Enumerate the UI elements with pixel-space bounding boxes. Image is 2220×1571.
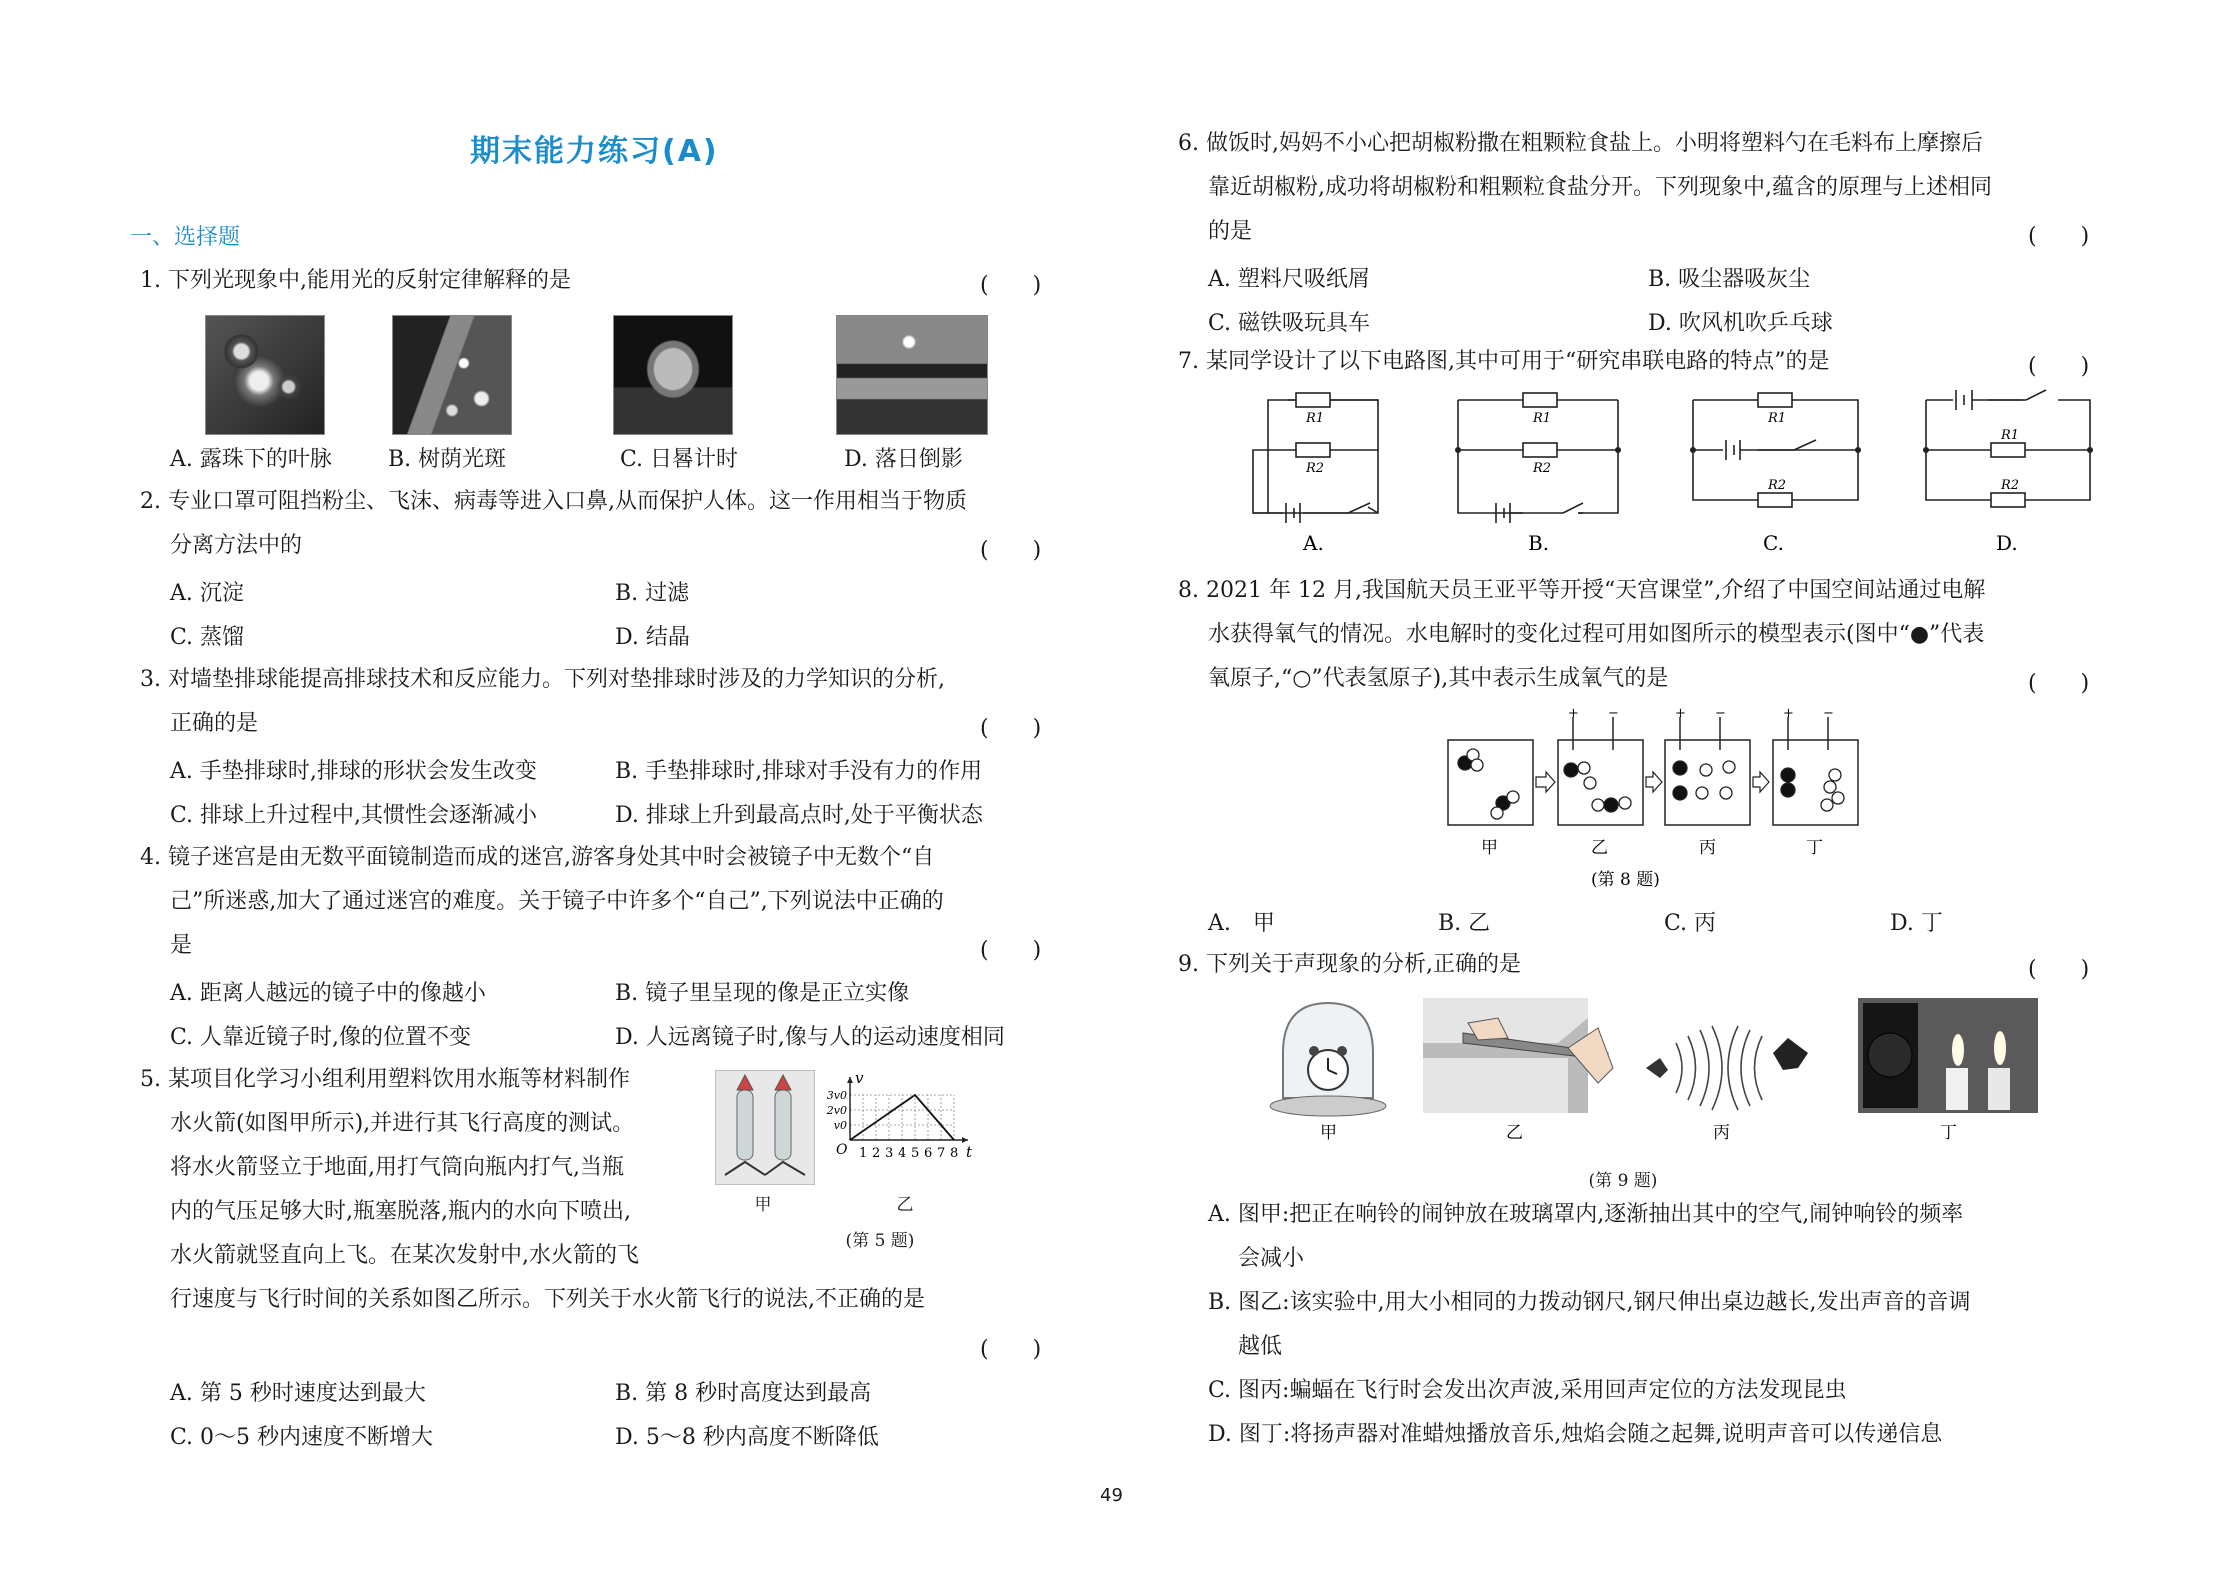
q9-label-ding: 丁 <box>1940 1123 1957 1143</box>
vt-chart-grid <box>850 1095 954 1140</box>
circuit-c-label: C. <box>1763 531 1784 555</box>
vt-chart-x-tick: 8 <box>950 1146 959 1161</box>
circuit-b-r2 <box>1523 443 1557 457</box>
q5-stem-line3: 将水火箭竖立于地面,用打气筒向瓶内打气,当瓶 <box>170 1155 624 1180</box>
q2-option-b: B. 过滤 <box>615 581 690 606</box>
vt-chart-x-tick: 3 <box>885 1146 894 1161</box>
q6-stem-line3: 的是 <box>1208 219 1253 244</box>
vt-chart-x-tick: 4 <box>898 1146 907 1161</box>
arrow-icon <box>1753 772 1769 792</box>
q8-stem-line2: 水获得氧气的情况。水电解时的变化过程可用如图所示的模型表示(图中“●”代表 <box>1208 622 1985 647</box>
q8-electrolysis-model <box>1443 705 1863 895</box>
vt-chart-origin-label: O <box>836 1142 848 1158</box>
q9-label-jia: 甲 <box>1320 1123 1337 1143</box>
vt-chart-x-tick: 1 <box>859 1146 868 1161</box>
q1-option-b: B. 树荫光斑 <box>388 447 507 472</box>
q5-stem-line6: 行速度与飞行时间的关系如图乙所示。下列关于水火箭飞行的说法,不正确的是 <box>170 1287 925 1312</box>
q2-stem-line2: 分离方法中的 <box>170 533 303 558</box>
electrode-minus-bing: − <box>1715 706 1726 721</box>
speaker-candles-icon <box>1858 998 2038 1113</box>
q4-answer-blank: ( ) <box>980 938 1042 963</box>
q5-rocket-photo <box>715 1070 815 1185</box>
q3-stem-line1: 3. 对墙垫排球能提高排球技术和反应能力。下列对垫排球时涉及的力学知识的分析, <box>140 667 945 692</box>
q9-option-a-line1: A. 图甲:把正在响铃的闹钟放在玻璃罩内,逐渐抽出其中的空气,闹钟响铃的频率 <box>1208 1202 1964 1227</box>
q6-stem-line2: 靠近胡椒粉,成功将胡椒粉和粗颗粒食盐分开。下列现象中,蕴含的原理与上述相同 <box>1208 175 1992 200</box>
q4-stem-line2: 己”所迷惑,加大了通过迷宫的难度。关于镜子中许多个“自己”,下列说法中正确的 <box>170 889 944 914</box>
electrode-plus-ding: + <box>1783 706 1794 721</box>
electrode-plus-bing: + <box>1675 706 1686 721</box>
q3-option-c: C. 排球上升过程中,其惯性会逐渐减小 <box>170 803 538 828</box>
circuit-d-label: D. <box>1996 531 2018 555</box>
q9-label-bing: 丙 <box>1713 1123 1730 1143</box>
q2-stem-line1: 2. 专业口罩可阻挡粉尘、飞沫、病毒等进入口鼻,从而保护人体。这一作用相当于物质 <box>140 489 967 514</box>
q8-answer-blank: ( ) <box>2028 671 2090 696</box>
q9-sound-figures <box>1268 998 2068 1148</box>
q9-option-b-line1: B. 图乙:该实验中,用大小相同的力拨动钢尺,钢尺伸出桌边越长,发出声音的音调 <box>1208 1290 1971 1315</box>
circuit-a-r1 <box>1296 393 1330 407</box>
q4-option-a: A. 距离人越远的镜子中的像越小 <box>170 981 486 1006</box>
q9-answer-blank: ( ) <box>2028 957 2090 982</box>
circuit-a-label: A. <box>1303 531 1324 555</box>
electrode-minus-ding: − <box>1823 706 1834 721</box>
q7-stem: 7. 某同学设计了以下电路图,其中可用于“研究串联电路的特点”的是 <box>1178 349 1830 374</box>
q5-vt-chart <box>820 1058 995 1208</box>
q5-option-b: B. 第 8 秒时高度达到最高 <box>615 1381 872 1406</box>
model-box-yi <box>1558 740 1643 825</box>
steel-ruler-table-icon <box>1423 998 1613 1113</box>
circuit-a-r2-label: R2 <box>1306 461 1325 476</box>
q1-photo-sundial <box>613 315 733 435</box>
vt-chart-y-tick: v0 <box>833 1119 847 1132</box>
q9-label-yi: 乙 <box>1506 1123 1523 1143</box>
model-label-ding: 丁 <box>1806 838 1823 858</box>
q4-option-b: B. 镜子里呈现的像是正立实像 <box>615 981 910 1006</box>
q2-option-a: A. 沉淀 <box>170 581 244 606</box>
q2-answer-blank: ( ) <box>980 538 1042 563</box>
q3-option-b: B. 手垫排球时,排球对手没有力的作用 <box>615 759 983 784</box>
q5-option-a: A. 第 5 秒时速度达到最大 <box>170 1381 426 1406</box>
vt-chart-series-line <box>850 1095 954 1140</box>
vt-chart-x-tick: 5 <box>911 1146 920 1161</box>
q7-circuit-diagrams <box>1178 385 2108 560</box>
circuit-d-r2-label: R2 <box>2001 478 2020 493</box>
q8-option-c: C. 丙 <box>1664 911 1717 936</box>
q8-option-d: D. 丁 <box>1890 911 1943 936</box>
q9-option-b-line2: 越低 <box>1238 1334 1283 1359</box>
model-box-ding <box>1773 740 1858 825</box>
q1-photo-dew <box>205 315 325 435</box>
electrode-plus-yi: + <box>1568 706 1579 721</box>
q5-option-d: D. 5～8 秒内高度不断降低 <box>615 1425 879 1450</box>
q2-option-d: D. 结晶 <box>615 625 690 650</box>
vt-chart-y-arrow <box>847 1077 853 1083</box>
q8-option-a: A. 甲 <box>1208 911 1275 936</box>
q2-option-c: C. 蒸馏 <box>170 625 245 650</box>
page-number: 49 <box>1100 1485 1123 1506</box>
q4-stem-line1: 4. 镜子迷宫是由无数平面镜制造而成的迷宫,游客身处其中时会被镜子中无数个“自 <box>140 845 935 870</box>
circuit-b-r2-label: R2 <box>1533 461 1552 476</box>
q6-option-b: B. 吸尘器吸灰尘 <box>1648 267 1811 292</box>
circuit-b-r1 <box>1523 393 1557 407</box>
arrow-icon <box>1646 772 1662 792</box>
circuit-d-r1-label: R1 <box>2001 428 2020 443</box>
q5-stem-line1: 5. 某项目化学习小组利用塑料饮用水瓶等材料制作 <box>140 1067 630 1092</box>
circuit-b-label: B. <box>1528 531 1550 555</box>
q6-stem-line1: 6. 做饭时,妈妈不小心把胡椒粉撒在粗颗粒食盐上。小明将塑料勺在毛料布上摩擦后 <box>1178 131 1983 156</box>
q7-answer-blank: ( ) <box>2028 354 2090 379</box>
vt-chart-y-tick: 3v0 <box>826 1089 847 1102</box>
q3-stem-line2: 正确的是 <box>170 711 259 736</box>
q3-option-d: D. 排球上升到最高点时,处于平衡状态 <box>615 803 983 828</box>
section-heading: 一、选择题 <box>130 225 241 250</box>
model-box-bing <box>1665 740 1750 825</box>
q3-answer-blank: ( ) <box>980 716 1042 741</box>
q5-stem-line4: 内的气压足够大时,瓶塞脱落,瓶内的水向下喷出, <box>170 1199 631 1224</box>
q4-stem-line3: 是 <box>170 933 193 958</box>
bell-jar-alarm-icon <box>1270 1003 1386 1116</box>
q8-option-b: B. 乙 <box>1438 911 1491 936</box>
q5-stem-line2: 水火箭(如图甲所示),并进行其飞行高度的测试。 <box>170 1111 635 1136</box>
model-label-bing: 丙 <box>1699 838 1716 858</box>
q1-option-d: D. 落日倒影 <box>844 447 963 472</box>
q8-stem-line3: 氧原子,“○”代表氢原子),其中表示生成氧气的是 <box>1208 666 1669 691</box>
q1-photo-sunset <box>836 315 988 435</box>
q1-stem: 1. 下列光现象中,能用光的反射定律解释的是 <box>140 268 571 293</box>
q8-fig-caption: (第 8 题) <box>1591 870 1660 890</box>
circuit-a-r1-label: R1 <box>1306 411 1325 426</box>
q4-option-d: D. 人远离镜子时,像与人的运动速度相同 <box>615 1025 1005 1050</box>
q8-stem-line1: 8. 2021 年 12 月,我国航天员王亚平等开授“天宫课堂”,介绍了中国空间站通过电解 <box>1178 578 1986 603</box>
q6-option-c: C. 磁铁吸玩具车 <box>1208 311 1371 336</box>
q6-option-d: D. 吹风机吹乒乓球 <box>1648 311 1833 336</box>
vt-chart-x-tick: 2 <box>872 1146 881 1161</box>
q5-fig-jia-label: 甲 <box>754 1195 772 1215</box>
q9-option-a-line2: 会减小 <box>1238 1246 1305 1271</box>
q9-fig-caption: (第 9 题) <box>1588 1171 1658 1191</box>
vt-chart-x-label: t <box>966 1143 973 1161</box>
bat-echolocation-icon <box>1646 1026 1808 1110</box>
q5-option-c: C. 0～5 秒内速度不断增大 <box>170 1425 434 1450</box>
q5-stem-line5: 水火箭就竖直向上飞。在某次发射中,水火箭的飞 <box>170 1243 639 1268</box>
circuit-d-r2 <box>1991 493 2025 507</box>
page-title: 期末能力练习(A) <box>470 134 719 169</box>
arrow-icon <box>1536 772 1555 792</box>
q1-option-a: A. 露珠下的叶脉 <box>170 447 332 472</box>
q6-option-a: A. 塑料尺吸纸屑 <box>1208 267 1370 292</box>
vt-chart-y-label: v <box>855 1069 864 1087</box>
circuit-c-r2 <box>1758 493 1792 507</box>
circuit-d-r1 <box>1991 443 2025 457</box>
model-label-jia: 甲 <box>1481 838 1498 858</box>
q3-option-a: A. 手垫排球时,排球的形状会发生改变 <box>170 759 537 784</box>
model-label-yi: 乙 <box>1591 838 1608 858</box>
q5-fig-yi-label: 乙 <box>896 1195 914 1215</box>
circuit-c-r1 <box>1758 393 1792 407</box>
circuit-c-r2-label: R2 <box>1768 478 1787 493</box>
q9-option-d: D. 图丁:将扬声器对准蜡烛播放音乐,烛焰会随之起舞,说明声音可以传递信息 <box>1208 1422 1943 1447</box>
circuit-a-r2 <box>1296 443 1330 457</box>
circuit-c-r1-label: R1 <box>1768 411 1787 426</box>
vt-chart-x-tick: 6 <box>924 1146 933 1161</box>
q9-option-c: C. 图丙:蝙蝠在飞行时会发出次声波,采用回声定位的方法发现昆虫 <box>1208 1378 1847 1403</box>
vt-chart-x-tick: 7 <box>937 1146 946 1161</box>
q5-answer-blank: ( ) <box>980 1337 1042 1362</box>
q4-option-c: C. 人靠近镜子时,像的位置不变 <box>170 1025 472 1050</box>
q1-photo-tree-shade <box>392 315 512 435</box>
circuit-b-r1-label: R1 <box>1533 411 1552 426</box>
q1-option-c: C. 日晷计时 <box>620 447 739 472</box>
vt-chart-y-tick: 2v0 <box>826 1104 847 1117</box>
q1-answer-blank: ( ) <box>980 273 1042 298</box>
q6-answer-blank: ( ) <box>2028 224 2090 249</box>
q9-stem: 9. 下列关于声现象的分析,正确的是 <box>1178 952 1521 977</box>
q5-fig-caption: (第 5 题) <box>845 1231 915 1251</box>
electrode-minus-yi: − <box>1608 706 1619 721</box>
